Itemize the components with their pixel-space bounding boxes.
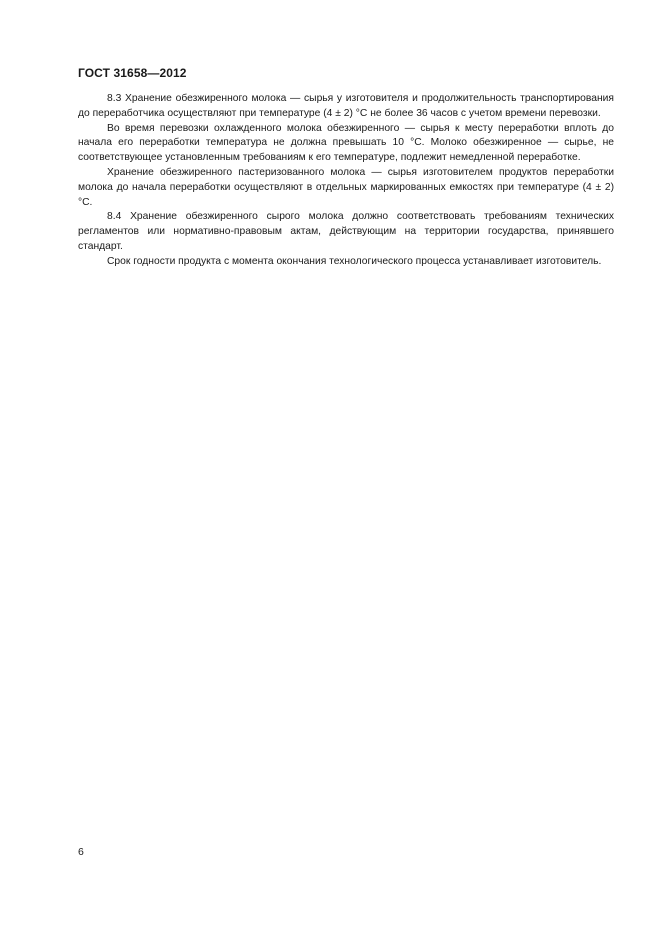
document-header: ГОСТ 31658—2012: [78, 66, 187, 80]
document-body: [78, 92, 614, 270]
paragraph-pasteurized-storage: Хранение обезжиренного пастеризованного молока — сырья изготовителем продуктов переработки молока до начала переработки осуществляют в отдельных маркированных емкостях при температуре (4 ± 2) °С.: [78, 166, 614, 208]
paragraph-8-4-raw-storage: 8.4 Хранение обезжиренного сырого молока должно соответствовать требованиям технических регламентов или нормативно-правовым актам, действующим на территории государства, принявшего стандарт.: [78, 211, 614, 252]
paragraph-shelf-life: Срок годности продукта с момента окончания технологического процесса устанавливает изготовитель.: [107, 255, 602, 267]
paragraph-8-3-storage: 8.3 Хранение обезжиренного молока — сырья у изготовителя и продолжительность транспортирования до переработчика осуществляют при температуре (4 ± 2) °С не более 36 часов с учетом времени перевозки.: [78, 93, 614, 119]
page-number: 6: [78, 846, 84, 858]
paragraph-transport-temperature: Во время перевозки охлажденного молока обезжиренного — сырья к месту переработки вплоть до начала его переработки температура не должна превышать 10 °С. Молоко обезжиренное — сырье, не соответствующее установленным требованиям к его температуре, подлежит немедленной переработке.: [78, 122, 614, 164]
